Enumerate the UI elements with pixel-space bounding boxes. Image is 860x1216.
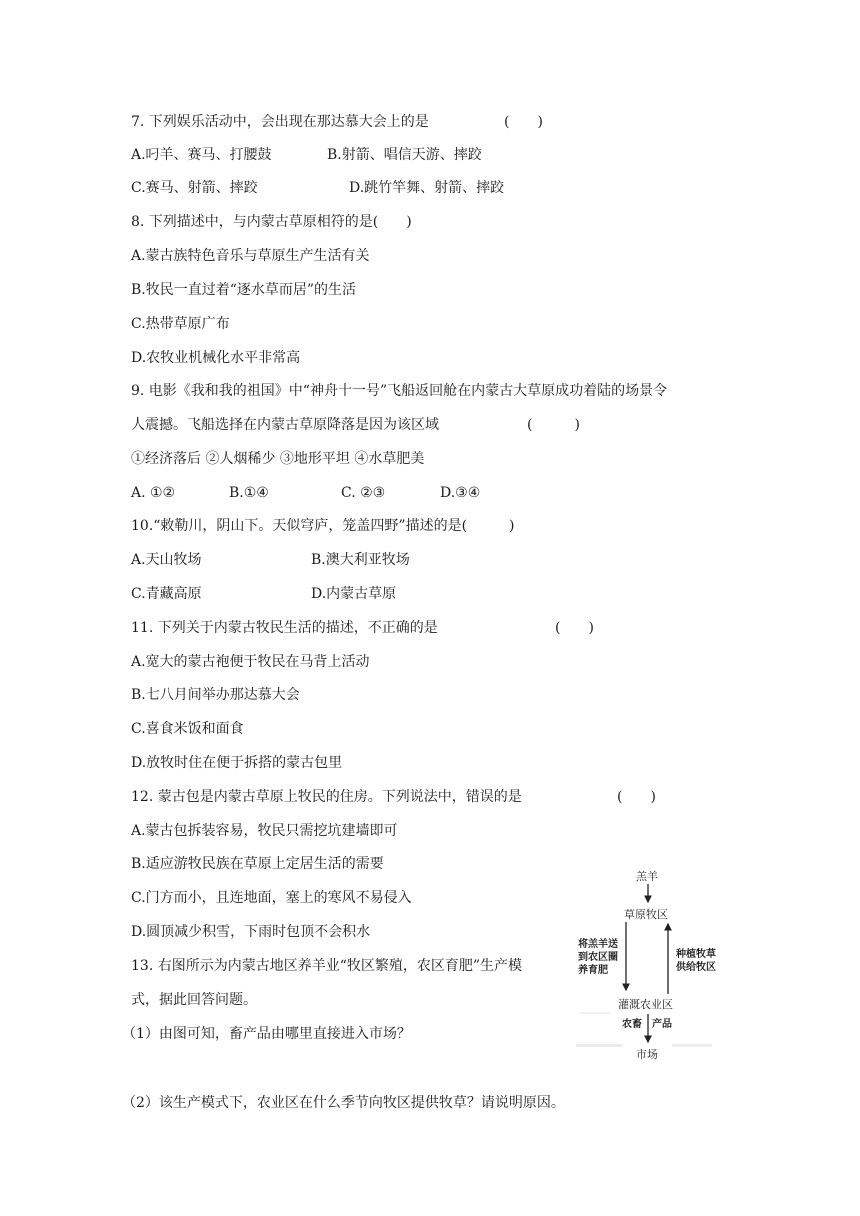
- q7-answer-bracket: ( ): [504, 114, 543, 130]
- label-grow-forage: 种植牧草 供给牧区: [676, 949, 716, 973]
- q10-option-d: D.内蒙古草原: [311, 586, 397, 602]
- q9-choices: ①经济落后 ②人烟稀少 ③地形平坦 ④水草肥美: [131, 451, 425, 467]
- q7-option-a: A.叼羊、赛马、打腰鼓: [131, 147, 272, 163]
- q9-option-b: B.①④: [229, 485, 269, 501]
- q11-stem: 11. 下列关于内蒙古牧民生活的描述，不正确的是: [131, 620, 438, 636]
- node-lamb: 羔羊: [636, 870, 658, 883]
- node-market: 市场: [636, 1048, 658, 1061]
- q12-option-c: C.门方而小，且连地面，塞上的寒风不易侵入: [131, 890, 412, 906]
- q8-stem: 8. 下列描述中，与内蒙古草原相符的是( ): [131, 214, 412, 230]
- q9-stem-line2: 人震撼。飞船选择在内蒙古草原降落是因为该区域: [131, 417, 439, 433]
- q9-option-c: C. ②③: [341, 485, 386, 501]
- q8-option-b: B.牧民一直过着“逐水草而居”的生活: [131, 282, 357, 298]
- q13-sub-question-1: （1）由图可知，畜产品由哪里直接进入市场？: [122, 1026, 411, 1042]
- q10-option-c: C.青藏高原: [131, 586, 202, 602]
- q12-answer-bracket: ( ): [617, 789, 656, 805]
- label-send-lambs: 将羔羊送 到农区圈 养育肥: [578, 939, 618, 976]
- q8-option-c: C.热带草原广布: [131, 316, 230, 332]
- sheep-farming-flow-diagram: [572, 862, 722, 1062]
- label-agri-livestock: 农畜: [622, 1019, 642, 1030]
- q9-option-d: D.③④: [440, 485, 481, 501]
- q12-option-d: D.圆顶减少积雪，下雨时包顶不会积水: [131, 924, 371, 940]
- q11-option-a: A.宽大的蒙古袍便于牧民在马背上活动: [131, 654, 370, 670]
- q11-answer-bracket: ( ): [555, 620, 594, 636]
- q9-stem-line1: 9. 电影《我和我的祖国》中“神舟十一号”飞船返回舱在内蒙古大草原成功着陆的场景令: [131, 383, 668, 399]
- node-irrigated-farm: 灌溉农业区: [618, 998, 673, 1011]
- q12-option-b: B.适应游牧民族在草原上定居生活的需要: [131, 856, 384, 872]
- q11-option-d: D.放牧时住在便于拆搭的蒙古包里: [131, 755, 343, 771]
- q12-stem: 12. 蒙古包是内蒙古草原上牧民的住房。下列说法中，错误的是: [131, 789, 522, 805]
- q8-option-d: D.农牧业机械化水平非常高: [131, 350, 301, 366]
- q11-option-b: B.七八月间举办那达慕大会: [131, 687, 300, 703]
- q13-sub-question-2: （2）该生产模式下，农业区在什么季节向牧区提供牧草？请说明原因。: [122, 1095, 565, 1111]
- q7-stem: 7. 下列娱乐活动中，会出现在那达慕大会上的是: [131, 114, 429, 130]
- q10-stem: 10.“敕勒川，阴山下。天似穹庐，笼盖四野”描述的是( ): [131, 518, 515, 534]
- node-pasture: 草原牧区: [624, 908, 668, 921]
- q12-option-a: A.蒙古包拆装容易，牧民只需挖坑建墙即可: [131, 823, 398, 839]
- label-products: 产品: [652, 1019, 672, 1030]
- q10-option-b: B.澳大利亚牧场: [311, 552, 410, 568]
- q7-option-d: D.跳竹竿舞、射箭、摔跤: [349, 180, 505, 196]
- q13-stem-line1: 13. 右图所示为内蒙古地区养羊业“牧区繁殖，农区育肥”生产模: [131, 958, 523, 974]
- q9-option-a: A. ①②: [131, 485, 176, 501]
- q10-option-a: A.天山牧场: [131, 552, 202, 568]
- q8-option-a: A.蒙古族特色音乐与草原生产生活有关: [131, 248, 370, 264]
- q11-option-c: C.喜食米饭和面食: [131, 721, 244, 737]
- q7-option-b: B.射箭、唱信天游、摔跤: [327, 147, 482, 163]
- q13-stem-line2: 式，据此回答问题。: [131, 992, 257, 1008]
- q9-answer-bracket: ( ): [527, 417, 580, 433]
- q7-option-c: C.赛马、射箭、摔跤: [131, 180, 258, 196]
